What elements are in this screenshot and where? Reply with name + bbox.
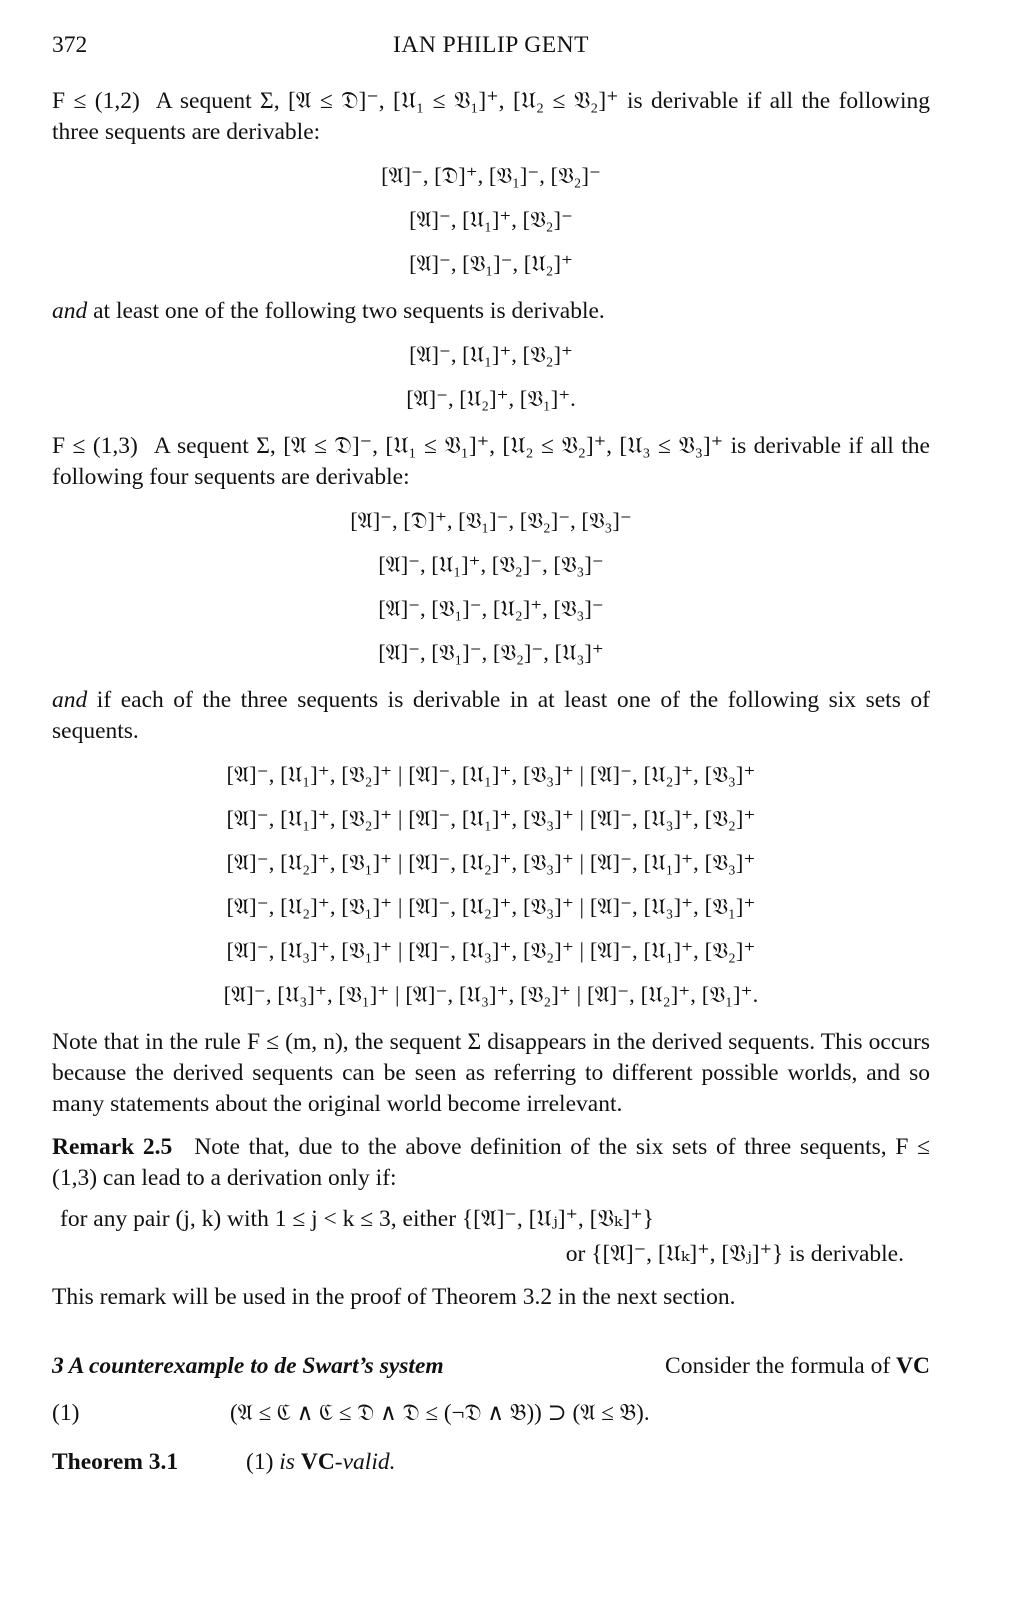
sequent-set-row: [𝔄]⁻, [𝔘₂]⁺, [𝔙₁]⁺ | [𝔄]⁻, [𝔘₂]⁺, [𝔙₃]⁺ | [𝔄]⁻, [𝔘₃]⁺, [𝔙₁]⁺ bbox=[226, 894, 756, 920]
formula-1 bbox=[52, 1398, 930, 1429]
running-header bbox=[52, 30, 930, 64]
sequent-block bbox=[52, 154, 930, 286]
theorem-tail: -valid. bbox=[334, 1449, 396, 1476]
section-lead-vc: VC bbox=[896, 1353, 930, 1380]
sequent-block bbox=[52, 499, 930, 675]
paragraph bbox=[52, 296, 930, 327]
sequent: [𝔄]⁻, [𝔇]⁺, [𝔙₁]⁻, [𝔙₂]⁻ bbox=[381, 163, 601, 189]
sequent-set-row: [𝔄]⁻, [𝔘₃]⁺, [𝔙₁]⁺ | [𝔄]⁻, [𝔘₃]⁺, [𝔙₂]⁺ | [𝔄]⁻, [𝔘₂]⁺, [𝔙₁]⁺. bbox=[223, 982, 759, 1008]
paragraph bbox=[52, 685, 930, 747]
sequent: [𝔄]⁻, [𝔘₁]⁺, [𝔙₂]⁺ bbox=[409, 342, 573, 368]
theorem-em: is bbox=[279, 1449, 301, 1476]
sequent-block bbox=[52, 333, 930, 421]
section-title: 3 A counterexample to de Swart’s system bbox=[52, 1353, 444, 1380]
section-lead bbox=[665, 1351, 930, 1382]
remark-heading: Remark 2.5 bbox=[52, 1134, 173, 1161]
rule-text: A sequent Σ, [𝔄 ≤ 𝔇]⁻, [𝔘₁ ≤ 𝔙₁]⁺, [𝔘₂ ≤ 𝔙₂]⁺, [𝔘₃ ≤ 𝔙₃]⁺ is derivable if all the following four sequents are derivable: bbox=[52, 433, 930, 491]
rule-f-1-2 bbox=[52, 86, 930, 148]
page-number: 372 bbox=[52, 32, 88, 58]
theorem-vc: VC bbox=[300, 1449, 335, 1476]
sequent-sets bbox=[52, 753, 930, 1017]
theorem-label: Theorem 3.1 bbox=[52, 1449, 179, 1476]
theorem-ref: (1) bbox=[246, 1449, 280, 1476]
emphasis: and bbox=[52, 298, 88, 325]
theorem-statement bbox=[246, 1447, 396, 1478]
sequent: [𝔄]⁻, [𝔙₁]⁻, [𝔘₂]⁺ bbox=[409, 251, 573, 277]
remark-2-5 bbox=[52, 1132, 930, 1194]
sequent-set-row: [𝔄]⁻, [𝔘₁]⁺, [𝔙₂]⁺ | [𝔄]⁻, [𝔘₁]⁺, [𝔙₃]⁺ | [𝔄]⁻, [𝔘₃]⁺, [𝔙₂]⁺ bbox=[226, 806, 756, 832]
formula-expression: (𝔄 ≤ ℭ ∧ ℭ ≤ 𝔇 ∧ 𝔇 ≤ (¬𝔇 ∧ 𝔅)) ⊃ (𝔄 ≤ 𝔅). bbox=[230, 1400, 650, 1426]
sequent-set-row: [𝔄]⁻, [𝔘₃]⁺, [𝔙₁]⁺ | [𝔄]⁻, [𝔘₃]⁺, [𝔙₂]⁺ | [𝔄]⁻, [𝔘₁]⁺, [𝔙₂]⁺ bbox=[226, 938, 756, 964]
rule-label: F ≤ (1,3) bbox=[52, 433, 138, 460]
running-title: IAN PHILIP GENT bbox=[393, 32, 589, 58]
remark-condition-line-2: or {[𝔄]⁻, [𝔘ₖ]⁺, [𝔙ⱼ]⁺} is derivable. bbox=[565, 1241, 904, 1268]
rule-label: F ≤ (1,2) bbox=[52, 88, 140, 114]
sequent: [𝔄]⁻, [𝔙₁]⁻, [𝔙₂]⁻, [𝔘₃]⁺ bbox=[378, 640, 604, 666]
rule-text: A sequent Σ, [𝔄 ≤ 𝔇]⁻, [𝔘₁ ≤ 𝔙₁]⁺, [𝔘₂ ≤ 𝔙₂]⁺ is derivable if all the following three sequents are derivable: bbox=[52, 88, 930, 146]
note-paragraph: Note that in the rule F ≤ (m, n), the sequent Σ disappears in the derived sequents. This occurs because the derived sequents can be seen as referring to different possible worlds, and so many statements about the original world become irrelevant. bbox=[52, 1029, 930, 1118]
rule-f-1-3 bbox=[52, 431, 930, 493]
sequent: [𝔄]⁻, [𝔘₁]⁺, [𝔙₂]⁻ bbox=[409, 207, 573, 233]
sequent: [𝔄]⁻, [𝔇]⁺, [𝔙₁]⁻, [𝔙₂]⁻, [𝔙₃]⁻ bbox=[350, 508, 632, 534]
sequent-set-row: [𝔄]⁻, [𝔘₂]⁺, [𝔙₁]⁺ | [𝔄]⁻, [𝔘₂]⁺, [𝔙₃]⁺ | [𝔄]⁻, [𝔘₁]⁺, [𝔙₃]⁺ bbox=[226, 850, 756, 876]
sequent: [𝔄]⁻, [𝔙₁]⁻, [𝔘₂]⁺, [𝔙₃]⁻ bbox=[378, 596, 604, 622]
formula-number: (1) bbox=[52, 1400, 80, 1427]
remark-condition-line-1: for any pair (j, k) with 1 ≤ j < k ≤ 3, either {[𝔄]⁻, [𝔘ⱼ]⁺, [𝔙ₖ]⁺} bbox=[60, 1206, 654, 1233]
sequent: [𝔄]⁻, [𝔘₂]⁺, [𝔙₁]⁺. bbox=[406, 386, 576, 412]
theorem-3-1 bbox=[52, 1447, 930, 1478]
paragraph-text: if each of the three sequents is derivable in at least one of the following six sets of sequents. bbox=[52, 687, 930, 745]
sequent-set-row: [𝔄]⁻, [𝔘₁]⁺, [𝔙₂]⁺ | [𝔄]⁻, [𝔘₁]⁺, [𝔙₃]⁺ | [𝔄]⁻, [𝔘₂]⁺, [𝔙₃]⁺ bbox=[226, 762, 756, 788]
section-lead-text: Consider the formula of bbox=[665, 1353, 897, 1380]
section-3-heading-row bbox=[52, 1351, 930, 1382]
sequent: [𝔄]⁻, [𝔘₁]⁺, [𝔙₂]⁻, [𝔙₃]⁻ bbox=[378, 552, 604, 578]
paper-page bbox=[52, 30, 930, 1478]
paragraph-text: at least one of the following two sequents is derivable. bbox=[87, 298, 605, 325]
remark-after: This remark will be used in the proof of Theorem 3.2 in the next section. bbox=[52, 1284, 736, 1311]
remark-text: Note that, due to the above definition of the six sets of three sequents, F ≤ (1,3) can lead to a derivation only if: bbox=[52, 1134, 930, 1192]
emphasis: and bbox=[52, 687, 88, 714]
